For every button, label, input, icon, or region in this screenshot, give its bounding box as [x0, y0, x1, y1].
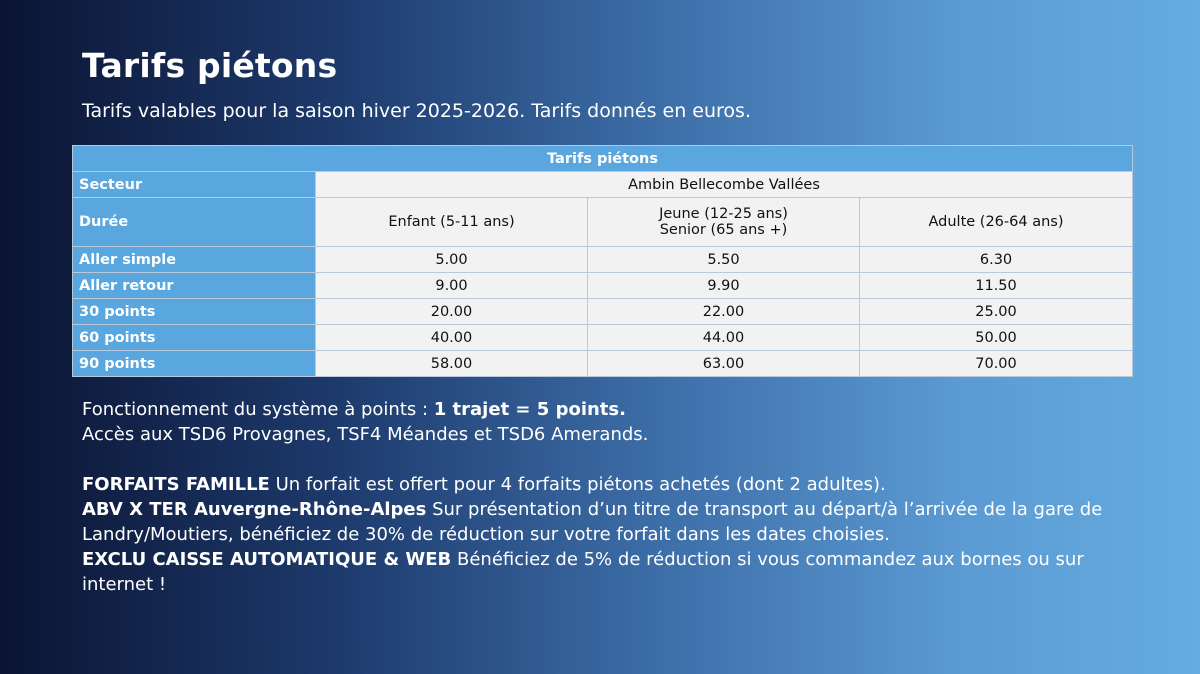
famille-text: Un forfait est offert pour 4 forfaits piétons achetés (dont 2 adultes). [269, 474, 886, 495]
secteur-label: Secteur [73, 172, 316, 198]
exclu-bold: EXCLU CAISSE AUTOMATIQUE & WEB [82, 549, 452, 570]
pricing-table [72, 145, 1133, 377]
duree-label: Durée [73, 198, 316, 247]
points-text: Fonctionnement du système à points : [82, 399, 434, 420]
price-cell: 5.50 [588, 247, 860, 273]
price-cell: 25.00 [860, 299, 1133, 325]
price-cell: 58.00 [316, 351, 588, 377]
ter-note [82, 497, 1132, 547]
price-cell: 11.50 [860, 273, 1133, 299]
row-label: 90 points [73, 351, 316, 377]
page-title: Tarifs piétons [82, 46, 338, 85]
row-label: Aller retour [73, 273, 316, 299]
acces-note: Accès aux TSD6 Provagnes, TSF4 Méandes et TSD6 Amerands. [82, 424, 649, 445]
points-note [82, 397, 1132, 422]
page-subtitle: Tarifs valables pour la saison hiver 2025-2026. Tarifs donnés en euros. [82, 100, 751, 122]
row-label: 60 points [73, 325, 316, 351]
points-bold: 1 trajet = 5 points. [433, 399, 626, 420]
secteur-value: Ambin Bellecombe Vallées [316, 172, 1133, 198]
price-cell: 63.00 [588, 351, 860, 377]
price-cell: 20.00 [316, 299, 588, 325]
table-caption-row [73, 146, 1133, 172]
price-cell: 40.00 [316, 325, 588, 351]
price-cell: 50.00 [860, 325, 1133, 351]
ter-text: Sur présentation d’un titre de transport au départ/à l’arrivée de la gare de Landry/Moutiers, bénéficiez de 30% de réduction sur votre forfait dans les dates choisies. [82, 499, 1103, 545]
table-row [73, 325, 1133, 351]
price-cell: 70.00 [860, 351, 1133, 377]
column-header-jeune: Jeune (12-25 ans) [659, 206, 788, 222]
column-header-senior: Senior (65 ans +) [659, 222, 788, 238]
price-cell: 9.90 [588, 273, 860, 299]
column-header-enfant: Enfant (5-11 ans) [316, 198, 588, 247]
price-cell: 22.00 [588, 299, 860, 325]
famille-bold: FORFAITS FAMILLE [82, 474, 270, 495]
table-caption: Tarifs piétons [73, 146, 1133, 172]
table-row [73, 247, 1133, 273]
column-header-jeune-senior [588, 198, 860, 247]
price-cell: 9.00 [316, 273, 588, 299]
table-row-secteur [73, 172, 1133, 198]
exclu-text: Bénéficiez de 5% de réduction si vous commandez aux bornes ou sur internet ! [82, 549, 1084, 595]
exclu-note [82, 547, 1132, 597]
table-row [73, 351, 1133, 377]
spacer [82, 447, 1132, 472]
table-row [73, 299, 1133, 325]
table-row-duree [73, 198, 1133, 247]
famille-note [82, 472, 1132, 497]
ter-bold: ABV X TER Auvergne-Rhône-Alpes [82, 499, 427, 520]
price-cell: 6.30 [860, 247, 1133, 273]
column-header-adulte: Adulte (26-64 ans) [860, 198, 1133, 247]
price-cell: 44.00 [588, 325, 860, 351]
notes-section [82, 397, 1132, 597]
row-label: 30 points [73, 299, 316, 325]
row-label: Aller simple [73, 247, 316, 273]
table-row [73, 273, 1133, 299]
price-cell: 5.00 [316, 247, 588, 273]
